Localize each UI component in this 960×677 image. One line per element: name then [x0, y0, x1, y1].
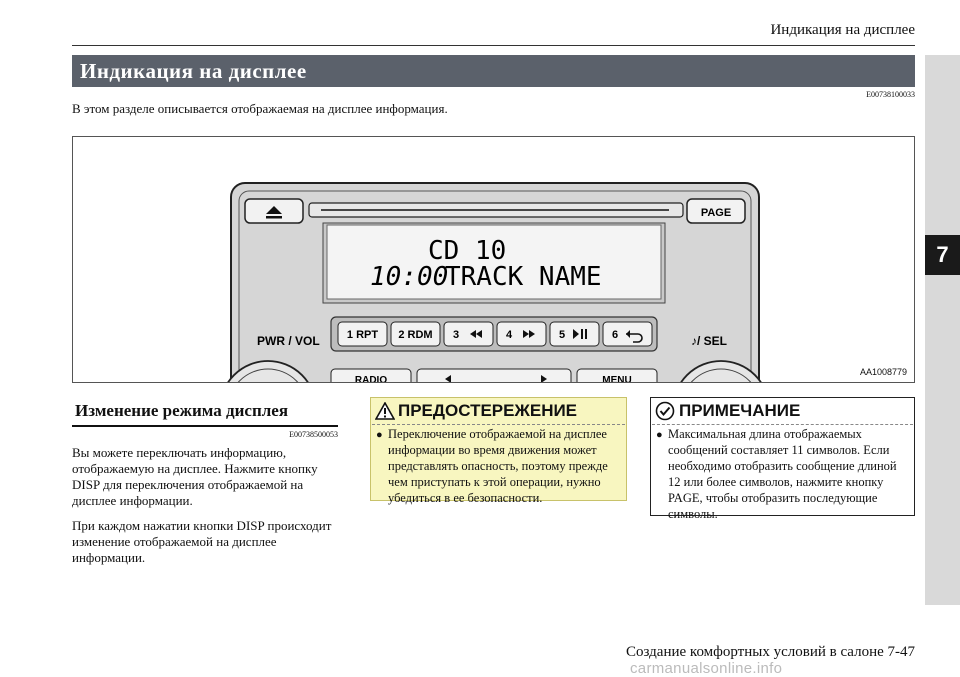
seek-button	[417, 369, 571, 383]
warning-icon	[375, 402, 395, 420]
page-footer: Создание комфортных условий в салоне 7-47	[626, 644, 915, 660]
watermark: carmanualsonline.info	[630, 660, 783, 677]
radio-figure	[72, 136, 915, 383]
caution-title: ПРЕДОСТЕРЕЖЕНИЕ	[398, 401, 578, 420]
svg-text:5: 5	[558, 329, 566, 341]
caution-item	[376, 426, 621, 506]
bullet-icon: ●	[376, 429, 383, 441]
divider	[652, 424, 913, 425]
header-rule	[72, 45, 915, 46]
svg-text:RADIO: RADIO	[354, 375, 388, 383]
svg-text:2 RDM: 2 RDM	[398, 329, 433, 341]
preset-3-button	[444, 322, 493, 346]
figure-label: AA1008779	[860, 367, 908, 377]
intro-text: В этом разделе описывается отображаемая на дисплее информация.	[72, 101, 448, 116]
display-track: TRACK NAME	[445, 262, 602, 292]
caution-heading	[375, 399, 577, 423]
section-code: E00738100033	[866, 90, 915, 99]
svg-text:3: 3	[452, 329, 460, 341]
section-heading: Изменение режима дисплея	[72, 397, 338, 427]
display-time: 10:00	[370, 262, 449, 292]
svg-text:6: 6	[611, 329, 619, 341]
running-head: Индикация на дисплее	[770, 22, 915, 38]
svg-text:4: 4	[505, 329, 513, 341]
note-heading	[655, 399, 800, 423]
page-button-label: PAGE	[700, 207, 732, 219]
note-title: ПРИМЕЧАНИЕ	[679, 401, 801, 420]
caution-text: Переключение отображаемой на дисплее информации во время движения может представлять опасность, поэтому прежде чем приступать к этой операции, нужно убедиться в ее безопасности.	[388, 427, 608, 505]
divider	[372, 424, 625, 425]
note-item	[656, 426, 911, 522]
body-paragraph: Вы можете переключать информацию, отображаемую на дисплее. Нажмите кнопку DISP для переключения отображаемой на дисплее информации.	[72, 445, 318, 508]
body-paragraph: При каждом нажатии кнопки DISP происходит изменение отображаемой на дисплее информации.	[72, 518, 332, 565]
pwr-vol-label: PWR / VOL	[257, 334, 320, 348]
preset-4-button	[497, 322, 546, 346]
note-text: Максимальная длина отображаемых сообщений составляет 11 символов. Если необходимо отобразить сообщение длиной 12 или более символов, нажмите кнопку PAGE, чтобы отобразить последующие символы.	[668, 427, 897, 521]
svg-text:MENU: MENU	[602, 375, 632, 383]
chapter-tab[interactable]: 7	[925, 235, 960, 275]
page-title: Индикация на дисплее	[72, 55, 915, 87]
bullet-icon: ●	[656, 429, 663, 441]
side-tab	[925, 55, 960, 605]
sel-label: ♪/ SEL	[691, 334, 728, 348]
radio-illustration	[73, 137, 915, 383]
checkmark-icon	[655, 401, 675, 421]
section-code: E00738500053	[289, 430, 338, 439]
display-line1: CD 10	[428, 236, 507, 266]
svg-text:1 RPT: 1 RPT	[346, 329, 379, 341]
